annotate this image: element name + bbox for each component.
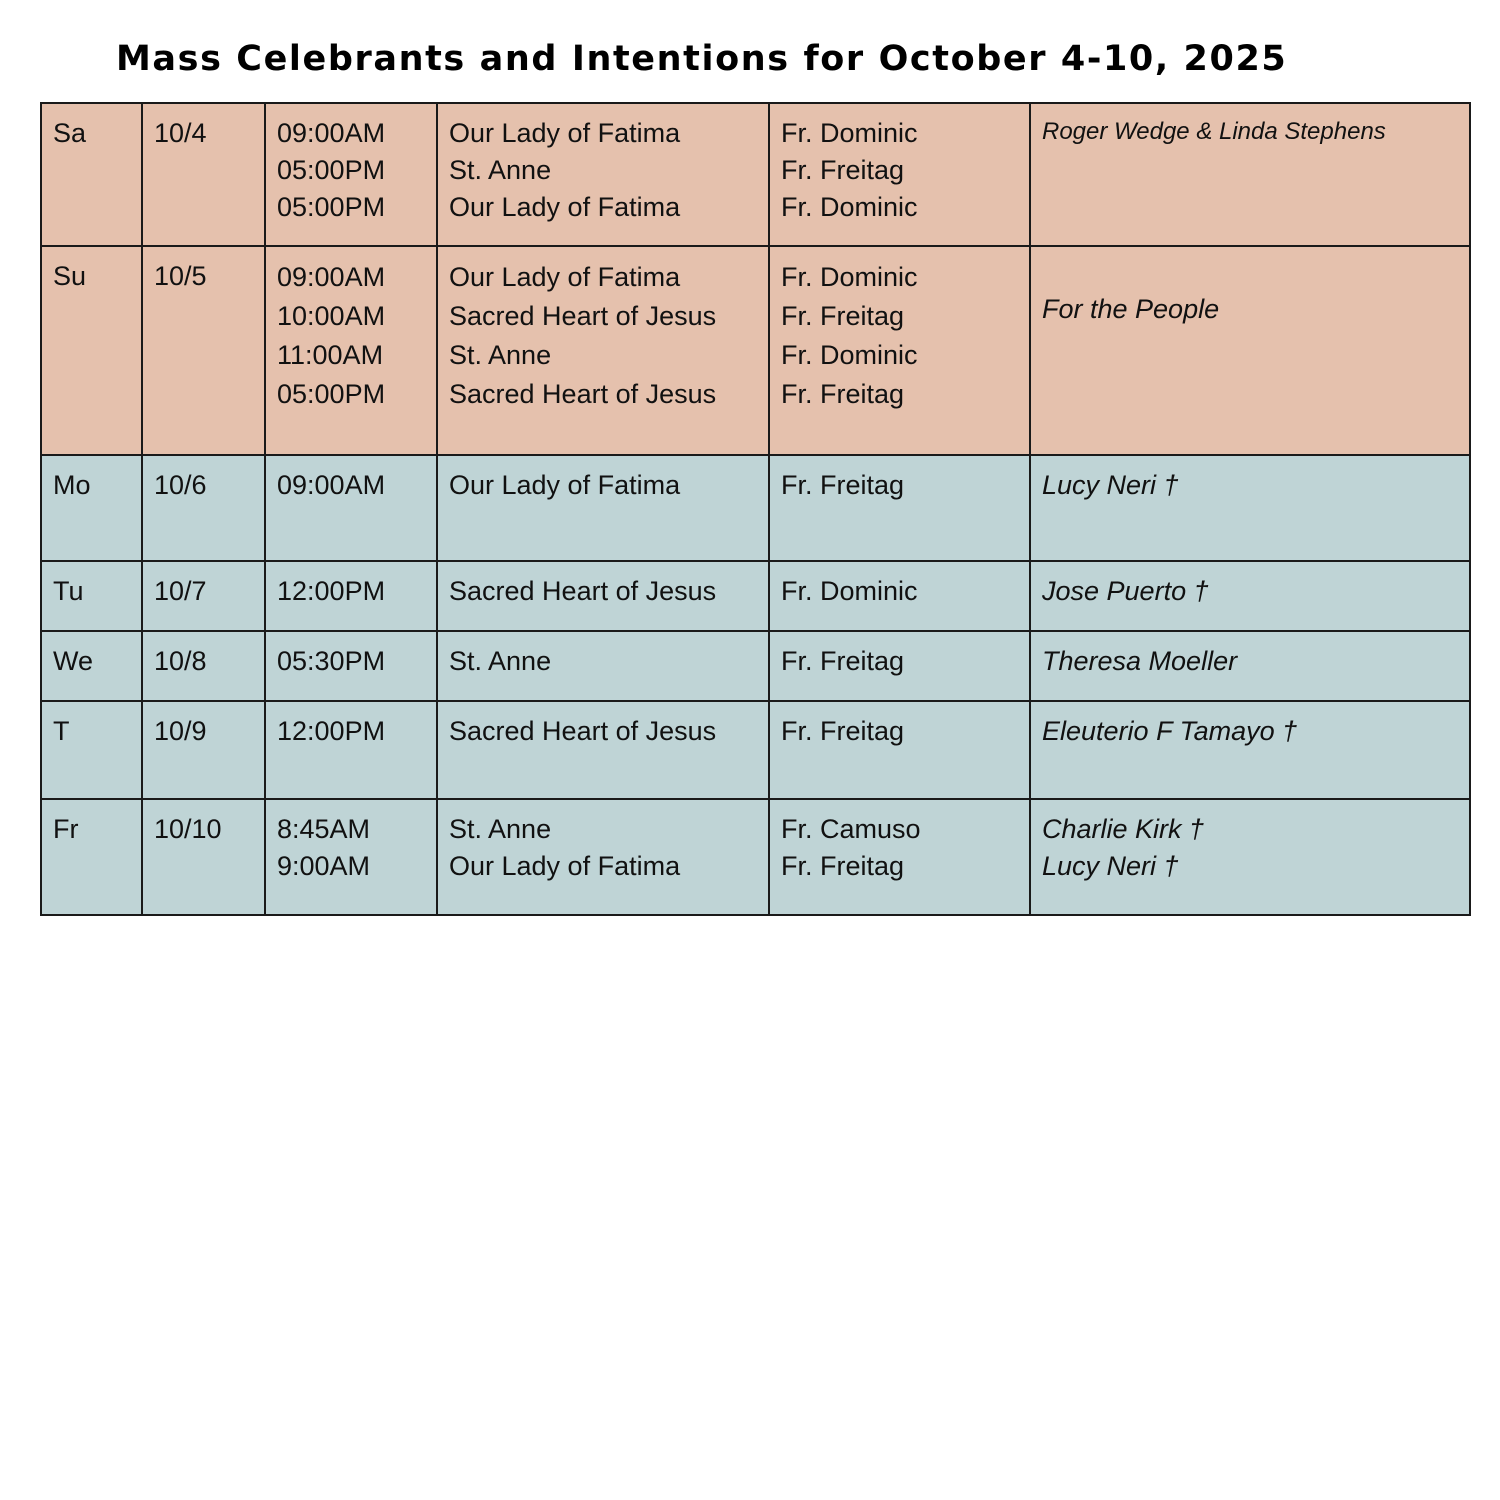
celebrant-name: Fr. Freitag <box>781 155 905 185</box>
times-cell <box>265 631 437 701</box>
day-cell: Su <box>41 246 142 455</box>
intention-text: Roger Wedge & Linda Stephens <box>1042 118 1386 145</box>
times-cell <box>265 799 437 915</box>
celebrant-name: Fr. Dominic <box>781 576 918 606</box>
mass-time: 11:00AM <box>277 340 384 370</box>
church-cell <box>437 455 769 561</box>
intention-text: Lucy Neri † <box>1042 851 1179 881</box>
church-cell <box>437 246 769 455</box>
celebrant-name: Fr. Dominic <box>781 118 918 148</box>
church-name: Our Lady of Fatima <box>449 851 681 881</box>
celebrant-name: Fr. Dominic <box>781 340 918 370</box>
church-name: St. Anne <box>449 340 552 370</box>
celebrant-cell <box>769 103 1030 246</box>
mass-time: 12:00PM <box>277 716 386 746</box>
day-cell: T <box>41 701 142 799</box>
schedule-row-saturday <box>41 103 1470 246</box>
date-cell: 10/8 <box>142 631 265 701</box>
schedule-row-sunday <box>41 246 1470 455</box>
intention-cell <box>1030 701 1470 799</box>
celebrant-cell <box>769 631 1030 701</box>
mass-time: 05:00PM <box>277 379 386 409</box>
intention-cell <box>1030 561 1470 631</box>
church-name: Sacred Heart of Jesus <box>449 301 717 331</box>
church-cell <box>437 103 769 246</box>
church-name: Our Lady of Fatima <box>449 470 681 500</box>
celebrant-name: Fr. Dominic <box>781 262 918 292</box>
celebrant-name: Fr. Freitag <box>781 646 905 676</box>
celebrant-name: Fr. Dominic <box>781 192 918 222</box>
intention-text: For the People <box>1042 294 1220 324</box>
celebrant-name: Fr. Freitag <box>781 851 905 881</box>
church-name: St. Anne <box>449 814 552 844</box>
church-cell <box>437 561 769 631</box>
schedule-row-wednesday <box>41 631 1470 701</box>
date-cell: 10/7 <box>142 561 265 631</box>
church-name: Sacred Heart of Jesus <box>449 379 717 409</box>
schedule-row-monday <box>41 455 1470 561</box>
mass-schedule-table <box>40 102 1471 916</box>
date-cell: 10/6 <box>142 455 265 561</box>
schedule-row-tuesday <box>41 561 1470 631</box>
date-cell: 10/4 <box>142 103 265 246</box>
mass-time: 09:00AM <box>277 470 386 500</box>
times-cell <box>265 455 437 561</box>
celebrant-name: Fr. Freitag <box>781 301 905 331</box>
day-cell: Tu <box>41 561 142 631</box>
church-name: Sacred Heart of Jesus <box>449 576 717 606</box>
church-cell <box>437 701 769 799</box>
day-cell: Sa <box>41 103 142 246</box>
intention-cell <box>1030 455 1470 561</box>
times-cell <box>265 246 437 455</box>
mass-time: 05:00PM <box>277 155 386 185</box>
church-cell <box>437 799 769 915</box>
celebrant-cell <box>769 246 1030 455</box>
times-cell <box>265 701 437 799</box>
church-name: St. Anne <box>449 646 552 676</box>
mass-time: 9:00AM <box>277 851 371 881</box>
mass-time: 12:00PM <box>277 576 386 606</box>
mass-time: 09:00AM <box>277 118 386 148</box>
celebrant-cell <box>769 701 1030 799</box>
mass-time: 8:45AM <box>277 814 371 844</box>
intention-cell <box>1030 103 1470 246</box>
church-name: Sacred Heart of Jesus <box>449 716 717 746</box>
mass-time: 10:00AM <box>277 301 386 331</box>
church-name: Our Lady of Fatima <box>449 262 681 292</box>
intention-text: Eleuterio F Tamayo † <box>1042 716 1298 746</box>
schedule-row-thursday <box>41 701 1470 799</box>
intention-text: Charlie Kirk † <box>1042 814 1205 844</box>
times-cell <box>265 561 437 631</box>
celebrant-name: Fr. Freitag <box>781 716 905 746</box>
intention-cell <box>1030 799 1470 915</box>
celebrant-cell <box>769 799 1030 915</box>
intention-text: Theresa Moeller <box>1042 646 1238 676</box>
intention-text: Lucy Neri † <box>1042 470 1179 500</box>
date-cell: 10/10 <box>142 799 265 915</box>
page-title: Mass Celebrants and Intentions for October 4-10, 2025 <box>116 39 1288 79</box>
church-name: Our Lady of Fatima <box>449 192 681 222</box>
celebrant-name: Fr. Freitag <box>781 379 905 409</box>
mass-time: 09:00AM <box>277 262 386 292</box>
mass-time: 05:00PM <box>277 192 386 222</box>
intention-cell <box>1030 631 1470 701</box>
date-cell: 10/5 <box>142 246 265 455</box>
times-cell <box>265 103 437 246</box>
day-cell: We <box>41 631 142 701</box>
celebrant-name: Fr. Camuso <box>781 814 921 844</box>
church-cell <box>437 631 769 701</box>
celebrant-cell <box>769 455 1030 561</box>
celebrant-cell <box>769 561 1030 631</box>
church-name: Our Lady of Fatima <box>449 118 681 148</box>
day-cell: Mo <box>41 455 142 561</box>
day-cell: Fr <box>41 799 142 915</box>
intention-cell <box>1030 246 1470 455</box>
mass-time: 05:30PM <box>277 646 386 676</box>
date-cell: 10/9 <box>142 701 265 799</box>
intention-text: Jose Puerto † <box>1042 576 1209 606</box>
church-name: St. Anne <box>449 155 552 185</box>
schedule-row-friday <box>41 799 1470 915</box>
celebrant-name: Fr. Freitag <box>781 470 905 500</box>
